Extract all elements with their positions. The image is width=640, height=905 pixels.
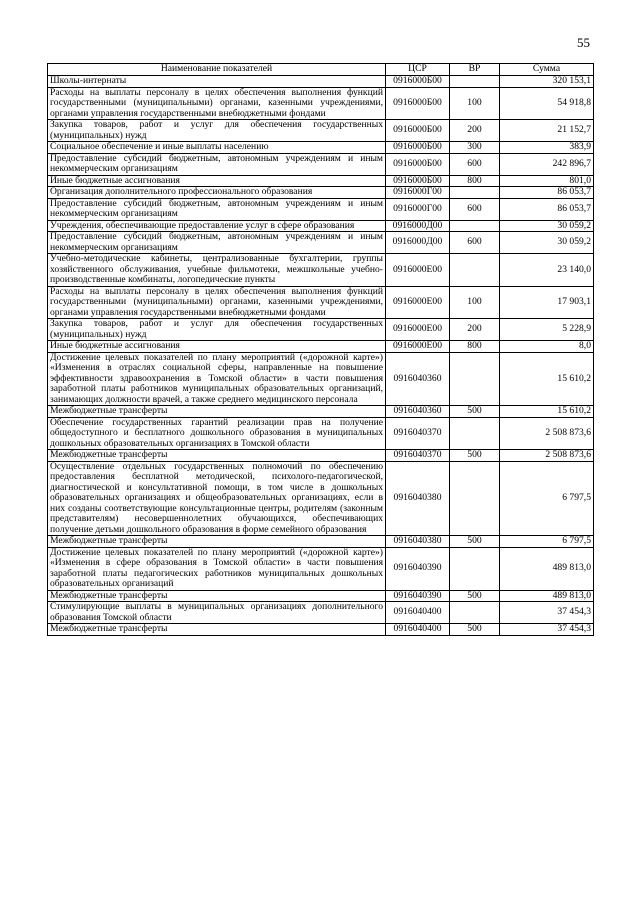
cell-vr: [450, 547, 500, 590]
table-row: [48, 153, 594, 175]
cell-vr: 500: [450, 624, 500, 636]
cell-vr: 100: [450, 286, 500, 319]
table-row: [48, 220, 594, 232]
cell-sum: 15 610,2: [500, 406, 594, 418]
cell-code: 0916040390: [386, 547, 450, 590]
cell-code: 0916040390: [386, 590, 450, 602]
cell-name: Иные бюджетные ассигнования: [48, 175, 386, 187]
table-row: [48, 232, 594, 254]
cell-sum: 6 797,5: [500, 536, 594, 548]
table-row: [48, 624, 594, 636]
cell-sum: 15 610,2: [500, 352, 594, 406]
cell-sum: 320 153,1: [500, 76, 594, 88]
cell-vr: 600: [450, 198, 500, 220]
cell-sum: 2 508 873,6: [500, 417, 594, 450]
table-row: [48, 536, 594, 548]
cell-name: Достижение целевых показателей по плану мероприятий («дорожной карте») «Изменения в отраслях социальной сферы, направленные на повышение эффективности здравоохранения в Томской области» в части повышения заработной платы работников муниципальных образовательных организаций, занимающих должности врачей, а также среднего медицинского персонала: [48, 352, 386, 406]
cell-code: 0916040370: [386, 417, 450, 450]
table-row: [48, 142, 594, 154]
cell-code: 0916000Д00: [386, 220, 450, 232]
cell-code: 0916000Б00: [386, 175, 450, 187]
cell-code: 0916040370: [386, 450, 450, 462]
cell-name: Межбюджетные трансферты: [48, 624, 386, 636]
cell-vr: 100: [450, 87, 500, 120]
cell-code: 0916000Б00: [386, 120, 450, 142]
table-row: [48, 187, 594, 199]
cell-sum: 21 152,7: [500, 120, 594, 142]
cell-code: 0916040380: [386, 461, 450, 536]
cell-code: 0916040400: [386, 624, 450, 636]
cell-code: 0916000Е00: [386, 341, 450, 353]
cell-name: Расходы на выплаты персоналу в целях обеспечения выполнения функций государственными (муниципальными) органами, казенными учреждениями, органами управления государственными внебюджетными фондами: [48, 286, 386, 319]
cell-sum: 86 053,7: [500, 187, 594, 199]
cell-sum: 17 903,1: [500, 286, 594, 319]
cell-vr: 500: [450, 536, 500, 548]
cell-name: Закупка товаров, работ и услуг для обеспечения государственных (муниципальных) нужд: [48, 120, 386, 142]
cell-name: Межбюджетные трансферты: [48, 406, 386, 418]
cell-name: Межбюджетные трансферты: [48, 536, 386, 548]
cell-sum: 5 228,9: [500, 319, 594, 341]
cell-vr: [450, 187, 500, 199]
cell-vr: [450, 461, 500, 536]
budget-table: [47, 63, 594, 636]
table-row: [48, 461, 594, 536]
cell-sum: 23 140,0: [500, 254, 594, 287]
cell-code: 0916000Б00: [386, 153, 450, 175]
table-row: [48, 547, 594, 590]
cell-code: 0916040380: [386, 536, 450, 548]
cell-code: 0916040400: [386, 602, 450, 624]
header-sum: Сумма: [500, 64, 594, 76]
cell-code: 0916040360: [386, 406, 450, 418]
cell-vr: [450, 254, 500, 287]
cell-name: Межбюджетные трансферты: [48, 450, 386, 462]
cell-vr: 600: [450, 153, 500, 175]
header-name: Наименование показателей: [48, 64, 386, 76]
cell-sum: 30 059,2: [500, 232, 594, 254]
cell-sum: 801,0: [500, 175, 594, 187]
cell-name: Организация дополнительного профессионального образования: [48, 187, 386, 199]
table-row: [48, 175, 594, 187]
cell-vr: [450, 602, 500, 624]
cell-name: Предоставление субсидий бюджетным, автономным учреждениям и иным некоммерческим организациям: [48, 198, 386, 220]
cell-code: 0916000Е00: [386, 286, 450, 319]
page-number: 55: [577, 35, 590, 50]
cell-name: Закупка товаров, работ и услуг для обеспечения государственных (муниципальных) нужд: [48, 319, 386, 341]
cell-name: Обеспечение государственных гарантий реализации прав на получение общедоступного и бесплатного дошкольного образования в муниципальных дошкольных образовательных организациях в Томской области: [48, 417, 386, 450]
cell-vr: [450, 220, 500, 232]
cell-vr: 500: [450, 590, 500, 602]
cell-vr: 500: [450, 406, 500, 418]
cell-vr: 200: [450, 120, 500, 142]
table-row: [48, 254, 594, 287]
cell-sum: 242 896,7: [500, 153, 594, 175]
table-row: [48, 87, 594, 120]
table-row: [48, 198, 594, 220]
cell-vr: 300: [450, 142, 500, 154]
cell-sum: 383,9: [500, 142, 594, 154]
table-row: [48, 76, 594, 88]
cell-sum: 489 813,0: [500, 547, 594, 590]
cell-sum: 30 059,2: [500, 220, 594, 232]
table-row: [48, 120, 594, 142]
cell-code: 0916000Б00: [386, 87, 450, 120]
table-row: [48, 341, 594, 353]
cell-vr: [450, 76, 500, 88]
table-row: [48, 406, 594, 418]
cell-name: Школы-интернаты: [48, 76, 386, 88]
cell-vr: [450, 352, 500, 406]
table-row: [48, 590, 594, 602]
cell-code: 0916000Д00: [386, 232, 450, 254]
cell-code: 0916000Г00: [386, 187, 450, 199]
table-row: [48, 286, 594, 319]
cell-sum: 86 053,7: [500, 198, 594, 220]
cell-vr: 800: [450, 175, 500, 187]
cell-sum: 489 813,0: [500, 590, 594, 602]
cell-code: 0916000Б00: [386, 142, 450, 154]
cell-name: Учреждения, обеспечивающие предоставление услуг в сфере образования: [48, 220, 386, 232]
cell-vr: [450, 417, 500, 450]
table-row: [48, 417, 594, 450]
cell-vr: 600: [450, 232, 500, 254]
cell-name: Расходы на выплаты персоналу в целях обеспечения выполнения функций государственными (муниципальными) органами, казенными учреждениями, органами управления государственными внебюджетными фондами: [48, 87, 386, 120]
cell-vr: 200: [450, 319, 500, 341]
header-vr: ВР: [450, 64, 500, 76]
table-row: [48, 352, 594, 406]
cell-name: Стимулирующие выплаты в муниципальных организациях дополнительного образования Томской области: [48, 602, 386, 624]
cell-sum: 54 918,8: [500, 87, 594, 120]
cell-code: 0916000Б00: [386, 76, 450, 88]
cell-name: Достижение целевых показателей по плану мероприятий («дорожной карте») «Изменения в сфере образования в Томской области» в части повышения заработной платы педагогических работников муниципальных дошкольных образовательных организаций: [48, 547, 386, 590]
table-header-row: [48, 64, 594, 76]
cell-sum: 8,0: [500, 341, 594, 353]
cell-name: Учебно-методические кабинеты, централизованные бухгалтерии, группы хозяйственного обслуживания, учебные фильмотеки, межшкольные учебно-производственные комбинаты, логопедические пункты: [48, 254, 386, 287]
cell-code: 0916040360: [386, 352, 450, 406]
cell-sum: 2 508 873,6: [500, 450, 594, 462]
cell-name: Социальное обеспечение и иные выплаты населению: [48, 142, 386, 154]
cell-sum: 37 454,3: [500, 602, 594, 624]
cell-name: Предоставление субсидий бюджетным, автономным учреждениям и иным некоммерческим организациям: [48, 153, 386, 175]
cell-vr: 500: [450, 450, 500, 462]
cell-name: Иные бюджетные ассигнования: [48, 341, 386, 353]
cell-code: 0916000Е00: [386, 254, 450, 287]
cell-code: 0916000Е00: [386, 319, 450, 341]
table-row: [48, 319, 594, 341]
table-body: [48, 76, 594, 636]
cell-name: Межбюджетные трансферты: [48, 590, 386, 602]
cell-sum: 37 454,3: [500, 624, 594, 636]
table-row: [48, 450, 594, 462]
cell-vr: 800: [450, 341, 500, 353]
cell-code: 0916000Г00: [386, 198, 450, 220]
cell-sum: 6 797,5: [500, 461, 594, 536]
cell-name: Осуществление отдельных государственных полномочий по обеспечению предоставления бесплатной методической, психолого-педагогической, диагностической и консультативной помощи, в том числе в дошкольных образовательных организациях и общеобразовательных организациях, если в них созданы соответствующие консультационные центры, родителям (законным представителям) несовершеннолетних обучающихся, обеспечивающих получение детьми дошкольного образования в форме семейного образования: [48, 461, 386, 536]
table-row: [48, 602, 594, 624]
header-code: ЦСР: [386, 64, 450, 76]
cell-name: Предоставление субсидий бюджетным, автономным учреждениям и иным некоммерческим организациям: [48, 232, 386, 254]
